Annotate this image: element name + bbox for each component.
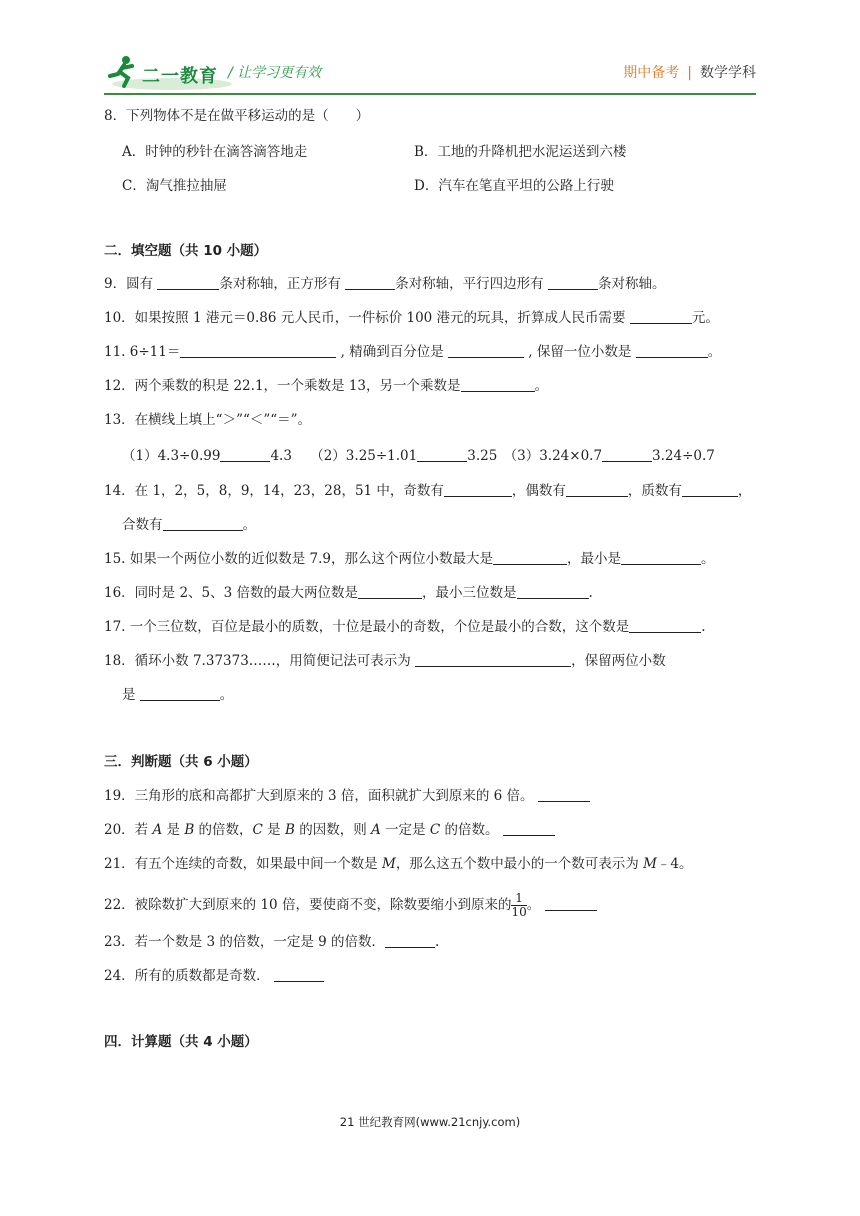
q23-blank[interactable] [385,933,435,948]
question-12 [104,377,548,395]
q21-text-1: 21．有五个连续的奇数，如果最中间一个数是 [104,856,382,872]
q9-text-2: 条对称轴，正方形有 [219,276,346,292]
q14-blank-composite[interactable] [163,516,243,531]
q22-blank[interactable] [545,896,597,911]
q13-blank-2[interactable] [417,447,467,462]
section-true-false-heading: 三．判断题（共 6 小题） [104,754,258,770]
q10-text-1: 10．如果按照 1 港元＝0.86 元人民币，一件标价 100 港元的玩具，折算成人民币需要 [104,310,630,326]
q9-text-1: 9．圆有 [104,276,158,292]
q21-var-m: M [381,856,396,872]
q20-text-2: 是 [162,822,185,838]
question-17 [104,618,706,636]
question-14-cont [122,516,256,534]
q14-text-4: ， [737,483,752,499]
question-11 [104,343,721,361]
q8-option-c: C．淘气推拉抽屉 [122,178,227,194]
section-fill-in-heading: 二．填空题（共 10 小题） [104,243,268,259]
question-24 [104,967,324,985]
q11-text-1: 11. 6÷11＝ [104,344,181,360]
q20-text-4: 是 [262,822,285,838]
question-15 [104,550,715,568]
question-18-cont [122,686,233,704]
q14-text-3: ，质数有 [627,483,682,499]
q11-blank-2[interactable] [448,343,524,358]
question-14 [104,482,751,500]
q18-text-2: ，保留两位小数 [571,653,666,669]
question-19 [104,787,590,805]
q14-blank-prime[interactable] [682,482,738,497]
q8-option-d: D．汽车在笔直平坦的公路上行驶 [414,178,614,194]
q24-text: 24．所有的质数都是奇数． [104,968,270,984]
page-footer: 21 世纪教育网(www.21cnjy.com) [339,1115,521,1129]
q19-blank[interactable] [538,787,590,802]
q11-blank-1[interactable] [180,343,336,358]
question-9 [104,275,665,293]
question-13-stem: 13．在横线上填上“＞”“＜”“＝”。 [104,412,312,428]
q8-option-b: B．工地的升降机把水泥运送到六楼 [414,144,627,160]
header-divider: | [687,65,692,81]
question-20 [104,821,555,839]
q9-blank-1[interactable] [157,275,219,290]
q13-part-2-left: （2）3.25÷1.01 [310,448,418,464]
q16-text-2: ，最小三位数是 [422,585,517,601]
q14-text-5: 合数有 [122,517,163,533]
header-subject [623,62,756,82]
q16-text-3: . [588,585,593,601]
q15-text-3: 。 [701,551,715,567]
q19-text: 19．三角形的底和高都扩大到原来的 3 倍，面积就扩大到原来的 6 倍。 [104,788,534,804]
q16-text-1: 16．同时是 2、5、3 倍数的最大两位数是 [104,585,359,601]
brand-slogan: / 让学习更有效 [228,65,322,81]
q20-var-c: C [252,822,263,838]
q9-blank-3[interactable] [548,275,598,290]
q13-part-1-right: 4.3 [270,448,292,464]
q12-text-1: 12．两个乘数的积是 22.1，一个乘数是 13，另一个乘数是 [104,378,461,394]
q20-var-c-2: C [429,822,441,838]
question-8-stem: 8．下列物体不是在做平移运动的是（ ） [104,108,370,124]
q17-text-1: 17. 一个三位数，百位是最小的质数，十位是最小的奇数，个位是最小的合数，这个数是 [104,619,630,635]
q13-part-1-left: （1）4.3÷0.99 [122,448,221,464]
q12-text-2: 。 [534,378,548,394]
header-rule [104,93,756,95]
q16-blank-1[interactable] [358,584,422,599]
q20-var-a-2: A [371,822,381,838]
q20-text-1: 20．若 [104,822,153,838]
q21-var-m-2: M [643,856,657,872]
q20-text-3: 的倍数， [194,822,253,838]
q20-text-5: 的因数，则 [294,822,371,838]
q21-text-3: ﹣4。 [656,856,693,872]
q22-fraction [511,892,526,919]
subject-label: 数学学科 [700,65,756,81]
q15-blank-2[interactable] [621,550,701,565]
q11-text-2: , 精确到百分位是 [336,344,449,360]
q8-option-a: A．时钟的秒针在滴答滴答地走 [122,144,308,160]
q20-var-b-2: B [284,822,295,838]
q14-text-1: 14．在 1，2，5，8，9，14，23，28，51 中，奇数有 [104,483,444,499]
q9-text-4: 条对称轴。 [597,276,666,292]
question-18 [104,652,666,670]
question-23 [104,933,439,951]
q18-blank-1[interactable] [415,652,571,667]
q9-text-3: 条对称轴，平行四边形有 [395,276,548,292]
q22-text-1: 22．被除数扩大到原来的 10 倍，要使商不变，除数要缩小到原来的 [104,897,512,913]
q13-part-3-left: （3）3.24×0.7 [503,448,603,464]
exam-tag: 期中备考 [623,65,680,81]
q20-blank[interactable] [503,821,555,836]
q22-text-2: 。 [526,897,541,913]
q11-blank-3[interactable] [636,343,708,358]
q13-part-2-right: 3.25 [467,448,498,464]
q22-numerator: 1 [511,892,526,906]
q10-text-2: 元。 [691,310,719,326]
q11-text-4: 。 [707,344,722,360]
q20-var-b: B [184,822,195,838]
q17-blank[interactable] [629,618,701,633]
brand-name: 二一教育 [142,66,218,87]
q15-text-1: 15. 如果一个两位小数的近似数是 7.9，那么这个两位小数最大是 [104,551,494,567]
q14-text-6: 。 [242,517,256,533]
q12-blank[interactable] [461,377,535,392]
question-22 [104,892,597,919]
q15-text-2: ，最小是 [567,551,622,567]
q18-text-3: 是 [122,687,140,703]
q23-text-1: 23．若一个数是 3 的倍数，一定是 9 的倍数． [104,934,386,950]
q13-blank-1[interactable] [220,447,270,462]
q13-part-3-right: 3.24÷0.7 [652,448,715,464]
q18-text-1: 18．循环小数 7.37373……，用简便记法可表示为 [104,653,416,669]
q10-blank[interactable] [630,309,692,324]
q14-text-2: ，偶数有 [511,483,566,499]
q17-text-2: . [701,619,706,635]
q16-blank-2[interactable] [517,584,589,599]
q18-text-4: 。 [219,687,234,703]
page-header [0,0,860,95]
q21-text-2: ，那么这五个数中最小的一个数可表示为 [395,856,644,872]
q24-blank[interactable] [274,967,324,982]
q20-text-7: 的倍数。 [440,822,499,838]
q14-blank-odd[interactable] [444,482,512,497]
q14-blank-even[interactable] [566,482,628,497]
q13-blank-3[interactable] [602,447,652,462]
question-10 [104,309,719,327]
question-21 [104,855,693,873]
q22-denominator: 10 [511,905,527,919]
question-16 [104,584,593,602]
section-calculation-heading: 四．计算题（共 4 小题） [104,1034,258,1050]
question-13-parts [122,447,715,465]
q18-blank-2[interactable] [140,686,220,701]
q23-text-2: . [435,934,440,950]
q20-var-a: A [152,822,163,838]
q9-blank-2[interactable] [345,275,395,290]
q20-text-6: 一定是 [380,822,430,838]
q11-text-3: , 保留一位小数是 [524,344,636,360]
q15-blank-1[interactable] [493,550,567,565]
